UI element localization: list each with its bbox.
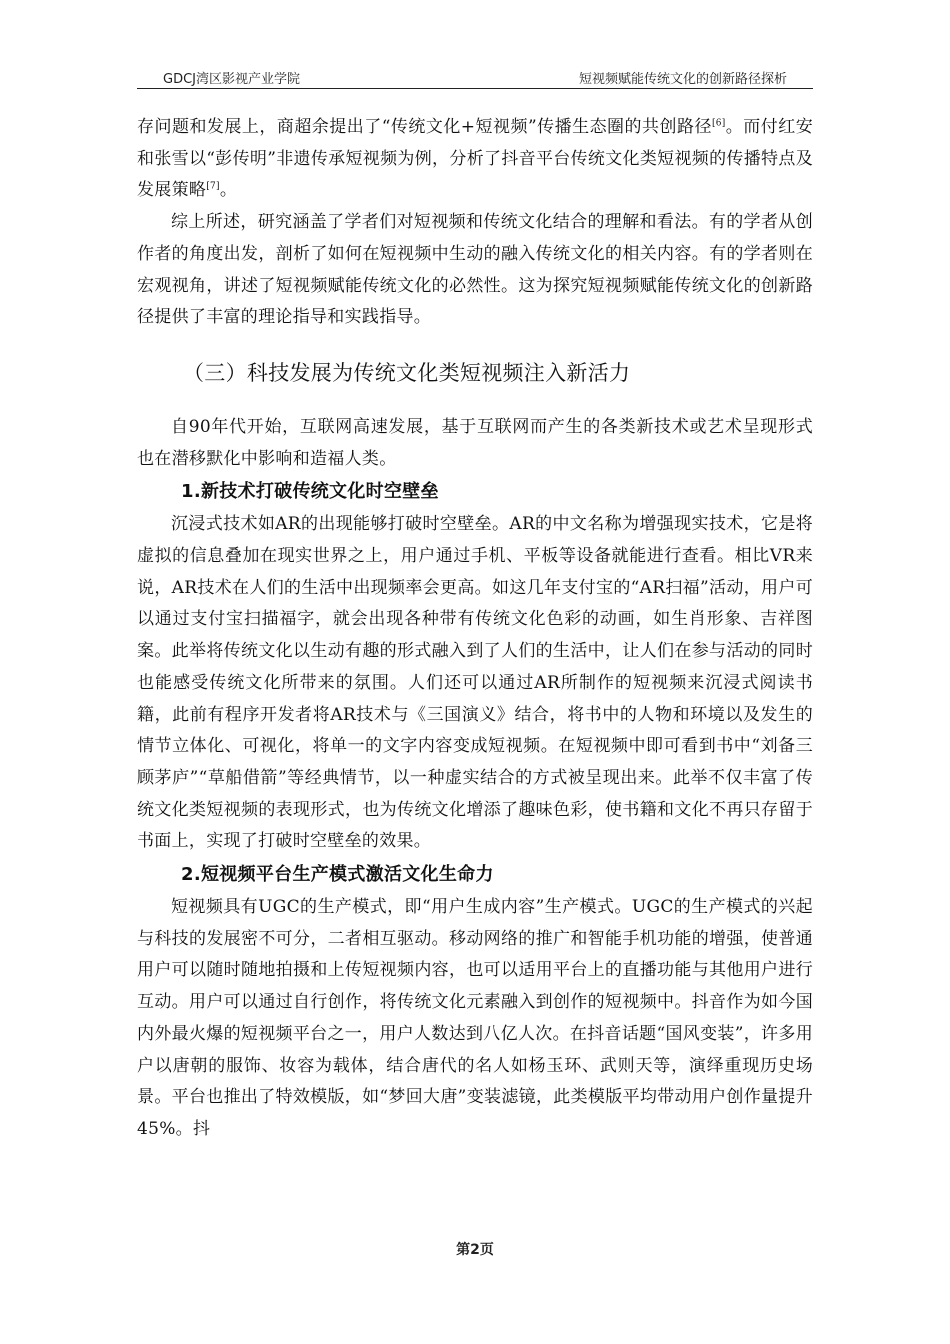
page-body — [137, 112, 813, 1146]
header-paper-title: 短视频赋能传统文化的创新路径探析 — [578, 72, 787, 87]
subheading-2: 2.短视频平台生产模式激活文化生命力 — [181, 864, 494, 886]
paragraph-text: 。 — [219, 180, 238, 201]
paragraph — [137, 112, 813, 207]
citation-6: [6] — [711, 118, 726, 129]
page-header — [137, 66, 813, 89]
paragraph-ar: 沉浸式技术如AR的出现能够打破时空壁垒。AR的中文名称为增强现实技术，它是将虚拟的信息叠加在现实世界之上，用户通过手机、平板等设备就能进行查看。相比VR来说，AR技术在人们的生活中出现频率会更高。如这几年支付宝的“AR扫福”活动，用户可以通过支付宝扫描福字，就会出现各种带有传统文化色彩的动画，如生肖形象、吉祥图案。此举将传统文化以生动有趣的形式融入到了人们的生活中，让人们在参与活动的同时也能感受传统文化所带来的氛围。人们还可以通过AR所制作的短视频来沉浸式阅读书籍，此前有程序开发者将AR技术与《三国演义》结合，将书中的人物和环境以及发生的情节立体化、可视化，将单一的文字内容变成短视频。在短视频中即可看到书中“刘备三顾茅庐”“草船借箭”等经典情节，以一种虚实结合的方式被呈现出来。此举不仅丰富了传统文化类短视频的表现形式，也为传统文化增添了趣味色彩，使书籍和文化不再只存留于书面上，实现了打破时空壁垒的效果。 — [137, 514, 813, 852]
paragraph-summary: 综上所述，研究涵盖了学者们对短视频和传统文化结合的理解和看法。有的学者从创作者的角度出发，剖析了如何在短视频中生动的融入传统文化的相关内容。有的学者则在宏观视角，讲述了短视频赋能传统文化的必然性。这为探究短视频赋能传统文化的创新路径提供了丰富的理论指导和实践指导。 — [137, 212, 813, 328]
subheading-1: 1.新技术打破传统文化时空壁垒 — [181, 481, 439, 503]
page-number: 第2页 — [456, 1242, 494, 1258]
section-heading: （三）科技发展为传统文化类短视频注入新活力 — [183, 360, 631, 385]
header-institution: GDCJ湾区影视产业学院 — [163, 72, 300, 87]
paragraph-ugc: 短视频具有UGC的生产模式，即“用户生成内容”生产模式。UGC的生产模式的兴起与科技的发展密不可分，二者相互驱动。移动网络的推广和智能手机功能的增强，使普通用户可以随时随地拍摄和上传短视频内容，也可以适用平台上的直播功能与其他用户进行互动。用户可以通过自行创作，将传统文化元素融入到创作的短视频中。抖音作为如今国内外最火爆的短视频平台之一，用户人数达到八亿人次。在抖音话题“国风变装”，许多用户以唐朝的服饰、妆容为载体，结合唐代的名人如杨玉环、武则天等，演绎重现历史场景。平台也推出了特效模版，如“梦回大唐”变装滤镜，此类模版平均带动用户创作量提升45%。抖 — [137, 897, 813, 1139]
paragraph-text: 存问题和发展上，商超余提出了“传统文化+短视频”传播生态圈的共创路径 — [137, 117, 712, 137]
paragraph-intro: 自90年代开始，互联网高速发展，基于互联网而产生的各类新技术或艺术呈现形式也在潜移默化中影响和造福人类。 — [137, 416, 813, 469]
citation-7: [7] — [206, 181, 220, 192]
paragraph-text: 。而付红安和张雪以“彭传明”非遗传承短视频为例，分析了抖音平台传统文化类短视频的传播特点及发展策略 — [137, 117, 814, 201]
